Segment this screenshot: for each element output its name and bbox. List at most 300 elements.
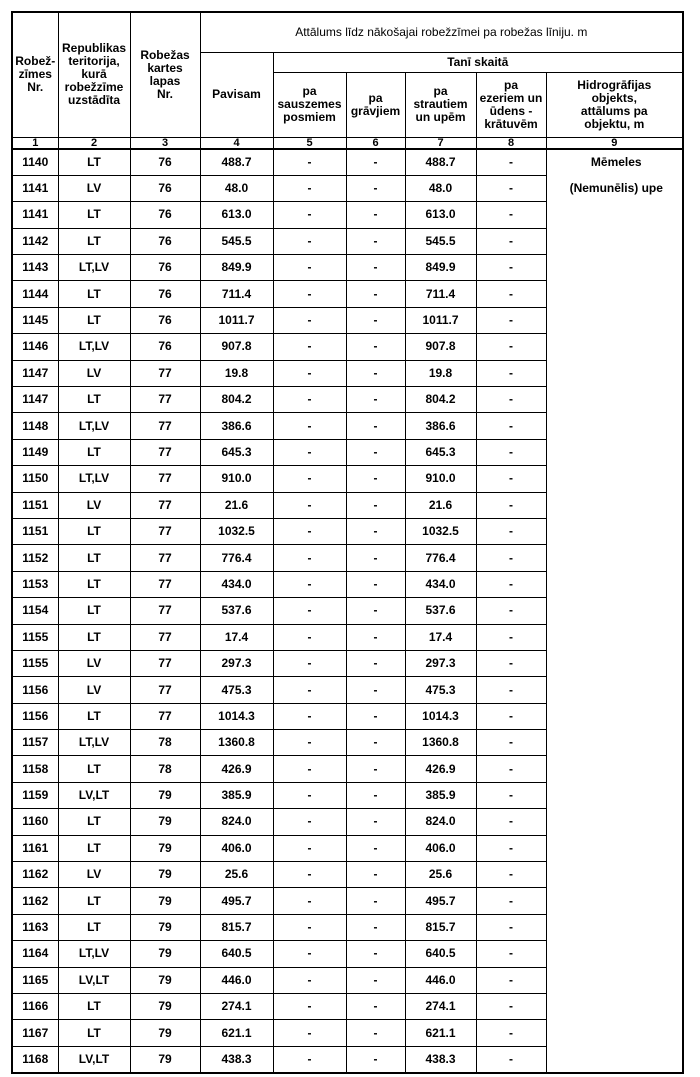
- republic-cell: LV,LT: [58, 782, 130, 808]
- republic-cell: LT: [58, 1020, 130, 1046]
- total-distance-cell: 446.0: [200, 967, 273, 993]
- map-sheet-cell: 77: [130, 598, 200, 624]
- river-distance-cell: 1014.3: [405, 703, 476, 729]
- sign-number-cell: 1162: [12, 862, 58, 888]
- river-distance-cell: 776.4: [405, 545, 476, 571]
- ditch-distance-cell: -: [346, 677, 405, 703]
- ditch-distance-cell: -: [346, 255, 405, 281]
- map-sheet-cell: 76: [130, 149, 200, 176]
- ditch-distance-cell: -: [346, 518, 405, 544]
- river-distance-cell: 495.7: [405, 888, 476, 914]
- header-republic-territory: Republikas teritorija, kurā robežzīme uzstādīta: [58, 12, 130, 137]
- lake-distance-cell: -: [476, 703, 546, 729]
- lake-distance-cell: -: [476, 994, 546, 1020]
- land-distance-cell: -: [273, 1020, 346, 1046]
- sign-number-cell: 1161: [12, 835, 58, 861]
- sign-number-cell: 1145: [12, 307, 58, 333]
- land-distance-cell: -: [273, 862, 346, 888]
- map-sheet-cell: 77: [130, 413, 200, 439]
- column-number: 4: [200, 137, 273, 149]
- header-of-which: Tanī skaitā: [273, 52, 683, 72]
- boundary-sign-table-document: [11, 11, 684, 1074]
- republic-cell: LT: [58, 545, 130, 571]
- map-sheet-cell: 77: [130, 624, 200, 650]
- total-distance-cell: 545.5: [200, 228, 273, 254]
- river-distance-cell: 385.9: [405, 782, 476, 808]
- total-distance-cell: 426.9: [200, 756, 273, 782]
- total-distance-cell: 1011.7: [200, 307, 273, 333]
- republic-cell: LT,LV: [58, 941, 130, 967]
- river-distance-cell: 406.0: [405, 835, 476, 861]
- total-distance-cell: 48.0: [200, 175, 273, 201]
- land-distance-cell: -: [273, 809, 346, 835]
- land-distance-cell: -: [273, 466, 346, 492]
- map-sheet-cell: 77: [130, 466, 200, 492]
- lake-distance-cell: -: [476, 492, 546, 518]
- land-distance-cell: -: [273, 175, 346, 201]
- column-number: 2: [58, 137, 130, 149]
- header-land-sections: pa sauszemes posmiem: [273, 72, 346, 137]
- lake-distance-cell: -: [476, 598, 546, 624]
- ditch-distance-cell: -: [346, 281, 405, 307]
- lake-distance-cell: -: [476, 809, 546, 835]
- ditch-distance-cell: -: [346, 439, 405, 465]
- total-distance-cell: 475.3: [200, 677, 273, 703]
- total-distance-cell: 849.9: [200, 255, 273, 281]
- map-sheet-cell: 79: [130, 994, 200, 1020]
- total-distance-cell: 1014.3: [200, 703, 273, 729]
- lake-distance-cell: -: [476, 413, 546, 439]
- sign-number-cell: 1167: [12, 1020, 58, 1046]
- header-map-sheet-number: Robežas kartes lapas Nr.: [130, 12, 200, 137]
- river-distance-cell: 426.9: [405, 756, 476, 782]
- river-distance-cell: 19.8: [405, 360, 476, 386]
- column-number-row: [12, 137, 683, 149]
- total-distance-cell: 19.8: [200, 360, 273, 386]
- sign-number-cell: 1147: [12, 360, 58, 386]
- lake-distance-cell: -: [476, 228, 546, 254]
- map-sheet-cell: 79: [130, 967, 200, 993]
- republic-cell: LV: [58, 862, 130, 888]
- header-distance-group: Attālums līdz nākošajai robežzīmei pa robežas līniju. m: [200, 12, 683, 52]
- sign-number-cell: 1165: [12, 967, 58, 993]
- republic-cell: LT: [58, 149, 130, 176]
- river-distance-cell: 621.1: [405, 1020, 476, 1046]
- total-distance-cell: 815.7: [200, 914, 273, 940]
- table-row: [12, 149, 683, 176]
- lake-distance-cell: -: [476, 255, 546, 281]
- lake-distance-cell: -: [476, 1046, 546, 1073]
- total-distance-cell: 613.0: [200, 202, 273, 228]
- total-distance-cell: 645.3: [200, 439, 273, 465]
- hydrographic-object-cell: [546, 149, 683, 1074]
- land-distance-cell: -: [273, 914, 346, 940]
- lake-distance-cell: -: [476, 862, 546, 888]
- land-distance-cell: -: [273, 255, 346, 281]
- lake-distance-cell: -: [476, 307, 546, 333]
- river-distance-cell: 274.1: [405, 994, 476, 1020]
- sign-number-cell: 1155: [12, 650, 58, 676]
- ditch-distance-cell: -: [346, 756, 405, 782]
- land-distance-cell: -: [273, 413, 346, 439]
- map-sheet-cell: 78: [130, 730, 200, 756]
- river-distance-cell: 434.0: [405, 571, 476, 597]
- map-sheet-cell: 77: [130, 360, 200, 386]
- total-distance-cell: 1032.5: [200, 518, 273, 544]
- sign-number-cell: 1143: [12, 255, 58, 281]
- republic-cell: LT,LV: [58, 730, 130, 756]
- land-distance-cell: -: [273, 439, 346, 465]
- river-distance-cell: 386.6: [405, 413, 476, 439]
- republic-cell: LT: [58, 571, 130, 597]
- lake-distance-cell: -: [476, 571, 546, 597]
- sign-number-cell: 1157: [12, 730, 58, 756]
- map-sheet-cell: 76: [130, 175, 200, 201]
- lake-distance-cell: -: [476, 175, 546, 201]
- table-body: [12, 149, 683, 1074]
- ditch-distance-cell: -: [346, 598, 405, 624]
- sign-number-cell: 1151: [12, 492, 58, 518]
- map-sheet-cell: 79: [130, 835, 200, 861]
- header-hydrographic-object: Hidrogrāfijas objekts, attālums pa objektu, m: [546, 72, 683, 137]
- sign-number-cell: 1168: [12, 1046, 58, 1073]
- map-sheet-cell: 76: [130, 307, 200, 333]
- republic-cell: LT: [58, 756, 130, 782]
- ditch-distance-cell: -: [346, 387, 405, 413]
- republic-cell: LT: [58, 994, 130, 1020]
- total-distance-cell: 804.2: [200, 387, 273, 413]
- map-sheet-cell: 76: [130, 202, 200, 228]
- republic-cell: LV: [58, 360, 130, 386]
- republic-cell: LT: [58, 228, 130, 254]
- ditch-distance-cell: -: [346, 624, 405, 650]
- lake-distance-cell: -: [476, 677, 546, 703]
- sign-number-cell: 1160: [12, 809, 58, 835]
- river-distance-cell: 545.5: [405, 228, 476, 254]
- republic-cell: LT: [58, 307, 130, 333]
- sign-number-cell: 1148: [12, 413, 58, 439]
- lake-distance-cell: -: [476, 650, 546, 676]
- map-sheet-cell: 77: [130, 545, 200, 571]
- land-distance-cell: -: [273, 967, 346, 993]
- total-distance-cell: 537.6: [200, 598, 273, 624]
- land-distance-cell: -: [273, 1046, 346, 1073]
- ditch-distance-cell: -: [346, 1046, 405, 1073]
- sign-number-cell: 1142: [12, 228, 58, 254]
- republic-cell: LV: [58, 492, 130, 518]
- land-distance-cell: -: [273, 545, 346, 571]
- ditch-distance-cell: -: [346, 650, 405, 676]
- river-distance-cell: 438.3: [405, 1046, 476, 1073]
- lake-distance-cell: -: [476, 334, 546, 360]
- land-distance-cell: -: [273, 624, 346, 650]
- republic-cell: LV: [58, 175, 130, 201]
- republic-cell: LT,LV: [58, 466, 130, 492]
- map-sheet-cell: 79: [130, 941, 200, 967]
- sign-number-cell: 1151: [12, 518, 58, 544]
- ditch-distance-cell: -: [346, 703, 405, 729]
- sign-number-cell: 1159: [12, 782, 58, 808]
- ditch-distance-cell: -: [346, 888, 405, 914]
- land-distance-cell: -: [273, 571, 346, 597]
- lake-distance-cell: -: [476, 914, 546, 940]
- land-distance-cell: -: [273, 387, 346, 413]
- ditch-distance-cell: -: [346, 1020, 405, 1046]
- column-number: 6: [346, 137, 405, 149]
- total-distance-cell: 274.1: [200, 994, 273, 1020]
- river-distance-cell: 17.4: [405, 624, 476, 650]
- lake-distance-cell: -: [476, 967, 546, 993]
- total-distance-cell: 495.7: [200, 888, 273, 914]
- ditch-distance-cell: -: [346, 809, 405, 835]
- ditch-distance-cell: -: [346, 334, 405, 360]
- land-distance-cell: -: [273, 941, 346, 967]
- map-sheet-cell: 77: [130, 677, 200, 703]
- river-distance-cell: 645.3: [405, 439, 476, 465]
- land-distance-cell: -: [273, 677, 346, 703]
- river-distance-cell: 640.5: [405, 941, 476, 967]
- lake-distance-cell: -: [476, 202, 546, 228]
- lake-distance-cell: -: [476, 1020, 546, 1046]
- republic-cell: LT,LV: [58, 413, 130, 439]
- ditch-distance-cell: -: [346, 967, 405, 993]
- ditch-distance-cell: -: [346, 545, 405, 571]
- land-distance-cell: -: [273, 149, 346, 176]
- republic-cell: LT: [58, 202, 130, 228]
- river-distance-cell: 25.6: [405, 862, 476, 888]
- total-distance-cell: 640.5: [200, 941, 273, 967]
- hydrographic-object-text: Mēmeles: [590, 154, 642, 169]
- republic-cell: LT,LV: [58, 255, 130, 281]
- land-distance-cell: -: [273, 888, 346, 914]
- river-distance-cell: 804.2: [405, 387, 476, 413]
- republic-cell: LT: [58, 835, 130, 861]
- lake-distance-cell: -: [476, 730, 546, 756]
- river-distance-cell: 446.0: [405, 967, 476, 993]
- lake-distance-cell: -: [476, 782, 546, 808]
- total-distance-cell: 386.6: [200, 413, 273, 439]
- republic-cell: LT: [58, 387, 130, 413]
- sign-number-cell: 1156: [12, 703, 58, 729]
- sign-number-cell: 1155: [12, 624, 58, 650]
- republic-cell: LV: [58, 677, 130, 703]
- total-distance-cell: 488.7: [200, 149, 273, 176]
- map-sheet-cell: 79: [130, 888, 200, 914]
- header-lakes-reservoirs: pa ezeriem un ūdens - krātuvēm: [476, 72, 546, 137]
- hydrographic-object-text: (Nemunēlis) upe: [569, 180, 663, 195]
- lake-distance-cell: -: [476, 149, 546, 176]
- land-distance-cell: -: [273, 518, 346, 544]
- lake-distance-cell: -: [476, 835, 546, 861]
- total-distance-cell: 25.6: [200, 862, 273, 888]
- total-distance-cell: 776.4: [200, 545, 273, 571]
- republic-cell: LT: [58, 703, 130, 729]
- sign-number-cell: 1147: [12, 387, 58, 413]
- land-distance-cell: -: [273, 202, 346, 228]
- republic-cell: LT: [58, 624, 130, 650]
- sign-number-cell: 1164: [12, 941, 58, 967]
- river-distance-cell: 907.8: [405, 334, 476, 360]
- land-distance-cell: -: [273, 307, 346, 333]
- river-distance-cell: 297.3: [405, 650, 476, 676]
- map-sheet-cell: 77: [130, 439, 200, 465]
- map-sheet-cell: 77: [130, 650, 200, 676]
- river-distance-cell: 824.0: [405, 809, 476, 835]
- river-distance-cell: 1011.7: [405, 307, 476, 333]
- river-distance-cell: 849.9: [405, 255, 476, 281]
- ditch-distance-cell: -: [346, 413, 405, 439]
- column-number: 5: [273, 137, 346, 149]
- total-distance-cell: 17.4: [200, 624, 273, 650]
- sign-number-cell: 1162: [12, 888, 58, 914]
- land-distance-cell: -: [273, 730, 346, 756]
- total-distance-cell: 438.3: [200, 1046, 273, 1073]
- map-sheet-cell: 76: [130, 334, 200, 360]
- column-number: 1: [12, 137, 58, 149]
- column-number: 8: [476, 137, 546, 149]
- ditch-distance-cell: -: [346, 466, 405, 492]
- river-distance-cell: 910.0: [405, 466, 476, 492]
- total-distance-cell: 297.3: [200, 650, 273, 676]
- map-sheet-cell: 77: [130, 387, 200, 413]
- map-sheet-cell: 77: [130, 703, 200, 729]
- map-sheet-cell: 77: [130, 492, 200, 518]
- river-distance-cell: 488.7: [405, 149, 476, 176]
- republic-cell: LT,LV: [58, 334, 130, 360]
- boundary-sign-table: [11, 11, 684, 1074]
- sign-number-cell: 1153: [12, 571, 58, 597]
- lake-distance-cell: -: [476, 387, 546, 413]
- river-distance-cell: 537.6: [405, 598, 476, 624]
- ditch-distance-cell: -: [346, 202, 405, 228]
- land-distance-cell: -: [273, 994, 346, 1020]
- ditch-distance-cell: -: [346, 149, 405, 176]
- land-distance-cell: -: [273, 228, 346, 254]
- map-sheet-cell: 79: [130, 1020, 200, 1046]
- sign-number-cell: 1156: [12, 677, 58, 703]
- land-distance-cell: -: [273, 360, 346, 386]
- ditch-distance-cell: -: [346, 571, 405, 597]
- map-sheet-cell: 79: [130, 914, 200, 940]
- lake-distance-cell: -: [476, 518, 546, 544]
- sign-number-cell: 1150: [12, 466, 58, 492]
- lake-distance-cell: -: [476, 360, 546, 386]
- land-distance-cell: -: [273, 756, 346, 782]
- ditch-distance-cell: -: [346, 835, 405, 861]
- header-sign-number: Robež- zīmes Nr.: [12, 12, 58, 137]
- ditch-distance-cell: -: [346, 862, 405, 888]
- river-distance-cell: 1360.8: [405, 730, 476, 756]
- republic-cell: LV,LT: [58, 967, 130, 993]
- total-distance-cell: 385.9: [200, 782, 273, 808]
- column-number: 7: [405, 137, 476, 149]
- land-distance-cell: -: [273, 703, 346, 729]
- ditch-distance-cell: -: [346, 994, 405, 1020]
- sign-number-cell: 1141: [12, 202, 58, 228]
- header-ditches: pa grāvjiem: [346, 72, 405, 137]
- land-distance-cell: -: [273, 598, 346, 624]
- sign-number-cell: 1149: [12, 439, 58, 465]
- lake-distance-cell: -: [476, 756, 546, 782]
- map-sheet-cell: 79: [130, 809, 200, 835]
- river-distance-cell: 21.6: [405, 492, 476, 518]
- land-distance-cell: -: [273, 835, 346, 861]
- republic-cell: LT: [58, 598, 130, 624]
- ditch-distance-cell: -: [346, 730, 405, 756]
- map-sheet-cell: 76: [130, 255, 200, 281]
- map-sheet-cell: 76: [130, 281, 200, 307]
- sign-number-cell: 1154: [12, 598, 58, 624]
- total-distance-cell: 621.1: [200, 1020, 273, 1046]
- republic-cell: LT: [58, 518, 130, 544]
- total-distance-cell: 406.0: [200, 835, 273, 861]
- river-distance-cell: 1032.5: [405, 518, 476, 544]
- map-sheet-cell: 78: [130, 756, 200, 782]
- ditch-distance-cell: -: [346, 307, 405, 333]
- republic-cell: LT: [58, 281, 130, 307]
- total-distance-cell: 824.0: [200, 809, 273, 835]
- column-number: 3: [130, 137, 200, 149]
- river-distance-cell: 613.0: [405, 202, 476, 228]
- land-distance-cell: -: [273, 492, 346, 518]
- sign-number-cell: 1146: [12, 334, 58, 360]
- map-sheet-cell: 77: [130, 518, 200, 544]
- sign-number-cell: 1166: [12, 994, 58, 1020]
- map-sheet-cell: 79: [130, 862, 200, 888]
- republic-cell: LT: [58, 888, 130, 914]
- ditch-distance-cell: -: [346, 492, 405, 518]
- republic-cell: LT: [58, 809, 130, 835]
- lake-distance-cell: -: [476, 888, 546, 914]
- sign-number-cell: 1158: [12, 756, 58, 782]
- lake-distance-cell: -: [476, 624, 546, 650]
- sign-number-cell: 1144: [12, 281, 58, 307]
- total-distance-cell: 907.8: [200, 334, 273, 360]
- ditch-distance-cell: -: [346, 914, 405, 940]
- map-sheet-cell: 79: [130, 1046, 200, 1073]
- river-distance-cell: 815.7: [405, 914, 476, 940]
- lake-distance-cell: -: [476, 281, 546, 307]
- river-distance-cell: 48.0: [405, 175, 476, 201]
- lake-distance-cell: -: [476, 545, 546, 571]
- ditch-distance-cell: -: [346, 941, 405, 967]
- sign-number-cell: 1140: [12, 149, 58, 176]
- republic-cell: LV: [58, 650, 130, 676]
- ditch-distance-cell: -: [346, 782, 405, 808]
- map-sheet-cell: 77: [130, 571, 200, 597]
- total-distance-cell: 711.4: [200, 281, 273, 307]
- republic-cell: LT: [58, 914, 130, 940]
- header-total: Pavisam: [200, 52, 273, 137]
- total-distance-cell: 1360.8: [200, 730, 273, 756]
- river-distance-cell: 711.4: [405, 281, 476, 307]
- ditch-distance-cell: -: [346, 228, 405, 254]
- lake-distance-cell: -: [476, 941, 546, 967]
- river-distance-cell: 475.3: [405, 677, 476, 703]
- land-distance-cell: -: [273, 281, 346, 307]
- total-distance-cell: 910.0: [200, 466, 273, 492]
- sign-number-cell: 1152: [12, 545, 58, 571]
- header-streams-rivers: pa strautiem un upēm: [405, 72, 476, 137]
- lake-distance-cell: -: [476, 439, 546, 465]
- lake-distance-cell: -: [476, 466, 546, 492]
- republic-cell: LT: [58, 439, 130, 465]
- republic-cell: LV,LT: [58, 1046, 130, 1073]
- land-distance-cell: -: [273, 334, 346, 360]
- map-sheet-cell: 79: [130, 782, 200, 808]
- land-distance-cell: -: [273, 650, 346, 676]
- column-number: 9: [546, 137, 683, 149]
